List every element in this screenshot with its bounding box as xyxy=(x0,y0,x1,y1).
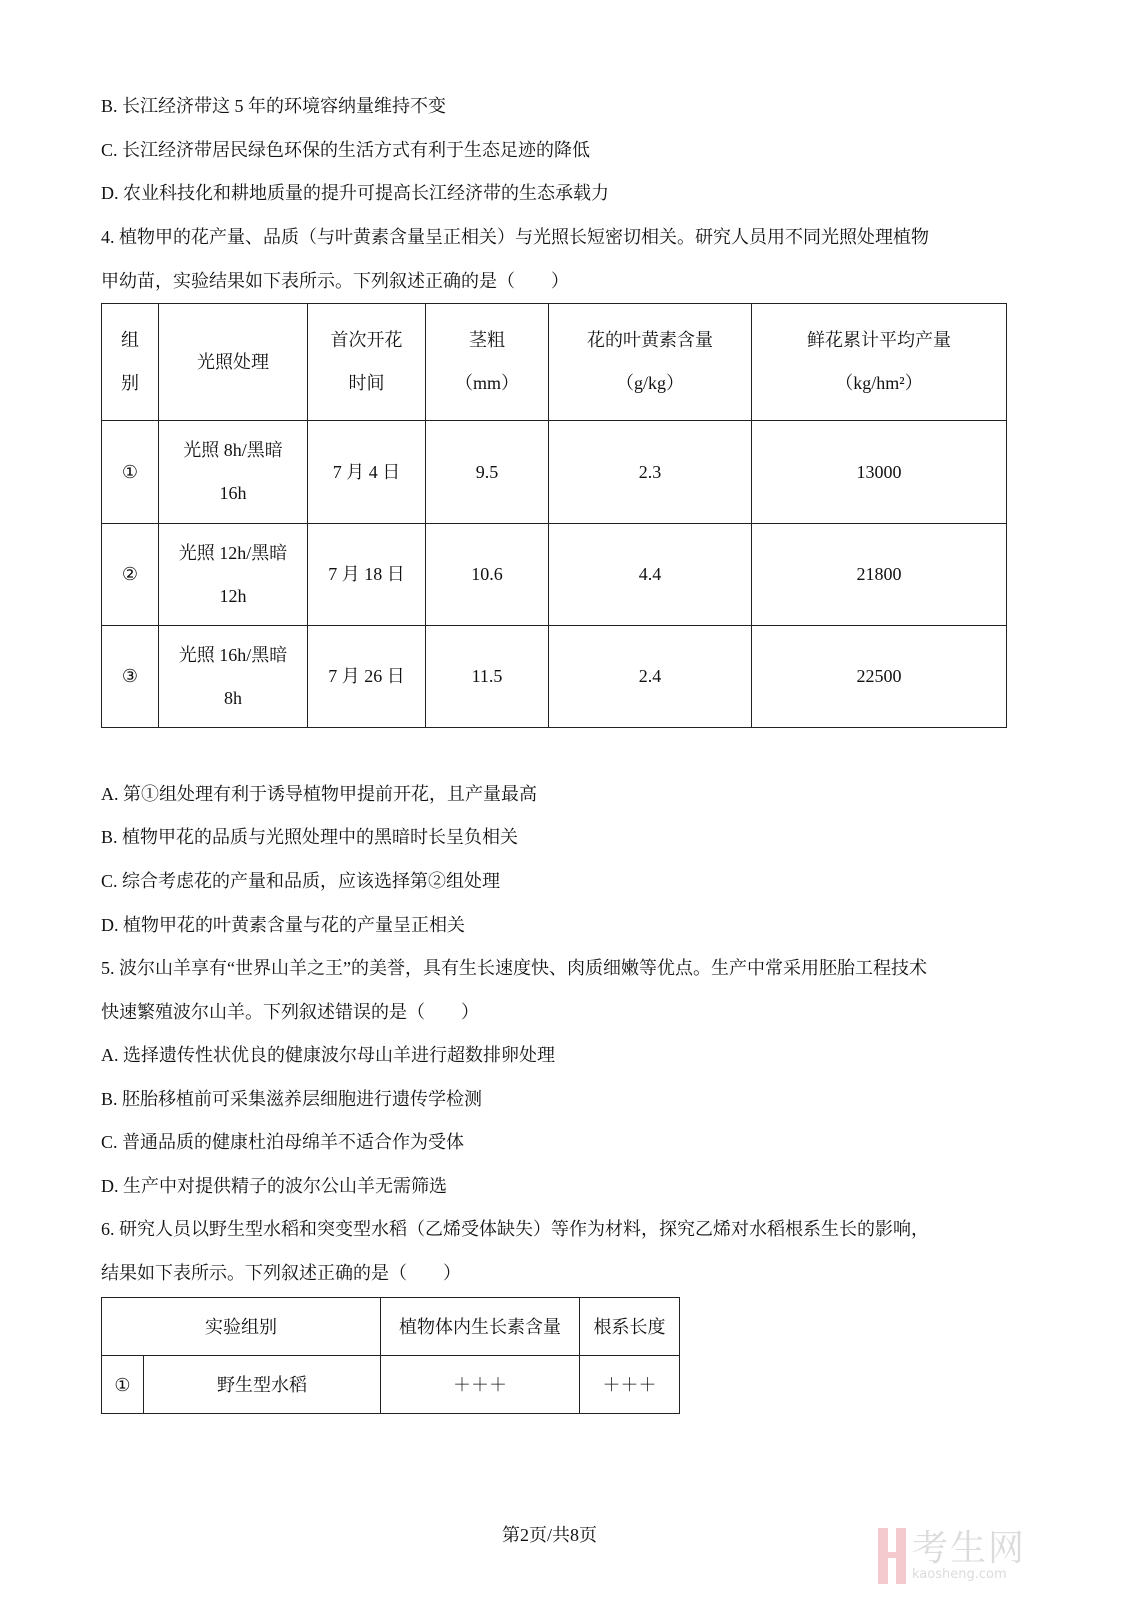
table-cell xyxy=(426,626,549,728)
q5-option-a: A. 选择遗传性状优良的健康波尔母山羊进行超数排卵处理 xyxy=(101,1045,555,1065)
q3-option-c: C. 长江经济带居民绿色环保的生活方式有利于生态足迹的降低 xyxy=(101,140,591,160)
cell-text-line: （mm） xyxy=(454,373,519,393)
table-cell xyxy=(752,421,1007,524)
cell-text-line: 2.3 xyxy=(638,461,662,482)
q3-option-d: D. 农业科技化和耕地质量的提升可提高长江经济带的生态承载力 xyxy=(101,183,609,203)
cell-text-line: 时间 xyxy=(348,373,385,393)
cell-text-line: 10.6 xyxy=(471,564,503,584)
table-cell xyxy=(752,524,1007,626)
watermark-name: 考生网 xyxy=(912,1527,1027,1569)
q4-option-b: B. 植物甲花的品质与光照处理中的黑暗时长呈负相关 xyxy=(101,827,519,847)
table-cell: ① xyxy=(102,1356,144,1414)
cell-text-line: 4.4 xyxy=(638,564,662,584)
cell-text-line: 16h xyxy=(219,483,247,503)
logo-mark-icon xyxy=(878,1528,906,1584)
table-cell xyxy=(159,421,308,524)
cell-text-line: 22500 xyxy=(856,666,902,686)
q4-stem: 4. 植物甲的花产量、品质（与叶黄素含量呈正相关）与光照长短密切相关。研究人员用不同光照处理植物 xyxy=(101,227,929,247)
table-cell: ＋＋＋ xyxy=(381,1356,580,1414)
cell-text-line: ② xyxy=(121,564,139,584)
q5-stem: 5. 波尔山羊享有“世界山羊之王”的美誉，具有生长速度快、肉质细嫩等优点。生产中常采用胚胎工程技术 xyxy=(101,958,927,978)
q4-option-c: C. 综合考虑花的产量和品质，应该选择第②组处理 xyxy=(101,871,501,891)
cell-text-line: 组 xyxy=(121,330,139,350)
cell-text-line: 光照处理 xyxy=(197,351,269,372)
watermark-logo xyxy=(878,1528,1026,1584)
watermark-url: kaosheng.com xyxy=(912,1566,1007,1582)
cell-text-line: 9.5 xyxy=(475,461,499,482)
table-cell xyxy=(426,524,549,626)
header-cell: 实验组别 xyxy=(102,1298,381,1356)
q4-option-d: D. 植物甲花的叶黄素含量与花的产量呈正相关 xyxy=(101,915,465,935)
table-cell: 野生型水稻 xyxy=(144,1356,381,1414)
table-row xyxy=(102,1356,680,1414)
cell-text-line: 茎粗 xyxy=(469,330,505,350)
q6-stem: 6. 研究人员以野生型水稻和突变型水稻（乙烯受体缺失）等作为材料，探究乙烯对水稻根系生长的影响， xyxy=(101,1219,929,1239)
cell-text-line: 11.5 xyxy=(471,666,503,686)
cell-text-line: 13000 xyxy=(856,461,902,482)
table-cell: ＋＋＋ xyxy=(580,1356,680,1414)
table-cell xyxy=(308,524,426,626)
table-cell xyxy=(752,626,1007,728)
table-cell xyxy=(549,524,752,626)
q4-stem-cont: 甲幼苗，实验结果如下表所示。下列叙述正确的是（ ） xyxy=(101,271,569,291)
header-cell: 植物体内生长素含量 xyxy=(381,1298,580,1356)
q5-option-b: B. 胚胎移植前可采集滋养层细胞进行遗传学检测 xyxy=(101,1089,483,1109)
cell-text-line: 鲜花累计平均产量 xyxy=(807,330,951,350)
table-cell xyxy=(308,626,426,728)
table-cell xyxy=(549,421,752,524)
cell-text-line: 8h xyxy=(224,687,242,708)
cell-text-line: 首次开花 xyxy=(330,330,403,350)
header-cell: 根系长度 xyxy=(580,1298,680,1356)
header-cell xyxy=(102,304,159,421)
table-cell xyxy=(159,626,308,728)
cell-text-line: 光照 12h/黑暗 xyxy=(178,542,288,563)
cell-text-line: 光照 8h/黑暗 xyxy=(183,440,283,460)
q4-results-table xyxy=(101,303,1007,728)
cell-text-line: 7 月 18 日 xyxy=(328,564,405,584)
q3-option-b: B. 长江经济带这 5 年的环境容纳量维持不变 xyxy=(101,96,447,116)
cell-text-line: 12h xyxy=(219,585,247,606)
q5-option-c: C. 普通品质的健康杜泊母绵羊不适合作为受体 xyxy=(101,1132,465,1152)
table-header-row xyxy=(102,304,1007,421)
table-cell xyxy=(549,626,752,728)
table-row xyxy=(102,626,1007,728)
header-cell xyxy=(752,304,1007,421)
q6-results-table xyxy=(101,1297,680,1414)
cell-text-line: ③ xyxy=(121,666,139,686)
header-cell xyxy=(308,304,426,421)
table-row xyxy=(102,524,1007,626)
q5-option-d: D. 生产中对提供精子的波尔公山羊无需筛选 xyxy=(101,1176,447,1196)
cell-text-line: 21800 xyxy=(856,564,902,584)
cell-text-line: （g/kg） xyxy=(615,373,684,393)
cell-text-line: （kg/hm²） xyxy=(835,373,923,393)
table-row xyxy=(102,421,1007,524)
q5-stem-cont: 快速繁殖波尔山羊。下列叙述错误的是（ ） xyxy=(101,1002,479,1022)
cell-text-line: ① xyxy=(121,461,139,482)
header-cell xyxy=(426,304,549,421)
cell-text-line: 7 月 4 日 xyxy=(332,461,401,482)
q4-option-a: A. 第①组处理有利于诱导植物甲提前开花，且产量最高 xyxy=(101,784,537,804)
cell-text-line: 光照 16h/黑暗 xyxy=(178,644,288,665)
table-cell xyxy=(102,524,159,626)
table-header-row xyxy=(102,1298,680,1356)
table-cell xyxy=(426,421,549,524)
cell-text-line: 别 xyxy=(121,373,139,393)
cell-text-line: 花的叶黄素含量 xyxy=(587,330,713,350)
cell-text-line: 7 月 26 日 xyxy=(328,666,405,686)
q6-stem-cont: 结果如下表所示。下列叙述正确的是（ ） xyxy=(101,1263,461,1283)
table-cell xyxy=(308,421,426,524)
table-cell xyxy=(102,421,159,524)
page-number: 第2页/共8页 xyxy=(502,1525,598,1545)
header-cell xyxy=(159,304,308,421)
table-cell xyxy=(159,524,308,626)
cell-text-line: 2.4 xyxy=(638,666,662,686)
header-cell xyxy=(549,304,752,421)
table-cell xyxy=(102,626,159,728)
